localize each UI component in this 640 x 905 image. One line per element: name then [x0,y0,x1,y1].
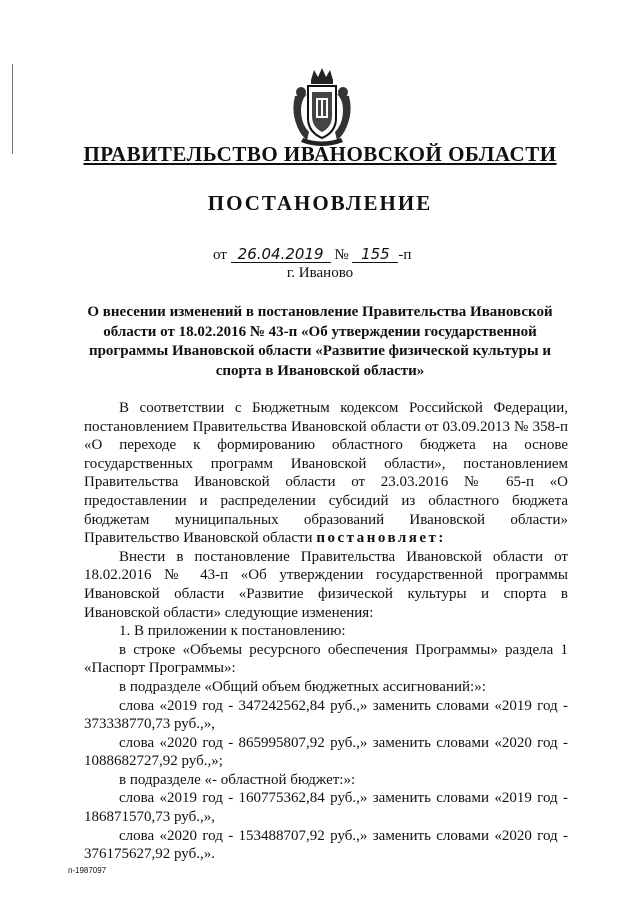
document-type: ПОСТАНОВЛЕНИЕ [207,191,433,215]
footer-code: п-1987097 [68,866,107,875]
city: г. Иваново [286,265,354,281]
document-body [84,399,568,864]
paragraph-regional-2019: слова «2019 год - 160775362,84 руб.,» заменить словами «2019 год - 186871570,73 руб.,», [84,790,568,826]
paragraph-item-1: 1. В приложении к постановлению: [119,623,346,640]
paragraph-total-2019: слова «2019 год - 347242562,84 руб.,» заменить словами «2019 год - 373338770,73 руб.,», [84,697,568,733]
number-suffix: -п [398,247,412,263]
government-name: ПРАВИТЕЛЬСТВО ИВАНОВСКОЙ ОБЛАСТИ [83,142,557,166]
paragraph-subsection-regional: в подразделе «- областной бюджет:»: [119,771,356,788]
date-value: 26.04.2019 [231,246,331,263]
paragraph-regional-2020: слова «2020 год - 153488707,92 руб.,» заменить словами «2020 год - 376175627,92 руб.,». [84,827,568,863]
date-prefix: от [213,247,227,263]
resolves-word: постановляет: [316,530,446,547]
paragraph-basis [84,399,568,548]
paragraph-subsection-total: в подразделе «Общий объем бюджетных ассигнований:»: [119,678,486,695]
basis-text: В соответствии с Бюджетным кодексом Российской Федерации, постановлением Правительства Ивановской области от 03.09.2013 № 358-п «О переходе к формированию областного бюджета на основе государственных программ Ивановской области», постановлением Правительства Ивановской области от 23.03.2016 № 65-п «О предоставлении и распределении субсидий из областного бюджета бюджетам муниципальных образований Ивановской области» Правительство Ивановской области [84,400,568,547]
paragraph-amend: Внести в постановление Правительства Ивановской области от 18.02.2016 № 43-п «Об утверждении государственной программы Ивановской области «Развитие физической культуры и спорта в Ивановской области» следующие изменения: [84,548,568,621]
number-value: 155 [352,246,398,263]
document-title: О внесении изменений в постановление Правительства Ивановской области от 18.02.2016 № 43-п «Об утверждении государственной программы Ивановской области «Развитие физической культуры и спорта в Ивановской области» [87,304,553,379]
date-number-line [213,246,411,264]
paragraph-row: в строке «Объемы ресурсного обеспечения Программы» раздела 1 «Паспорт Программы»: [84,641,568,677]
number-prefix: № [334,247,349,263]
coat-of-arms-icon [287,66,357,152]
paragraph-total-2020: слова «2020 год - 865995807,92 руб.,» заменить словами «2020 год - 1088682727,92 руб.,»; [84,734,568,770]
scan-edge-mark [12,64,13,154]
